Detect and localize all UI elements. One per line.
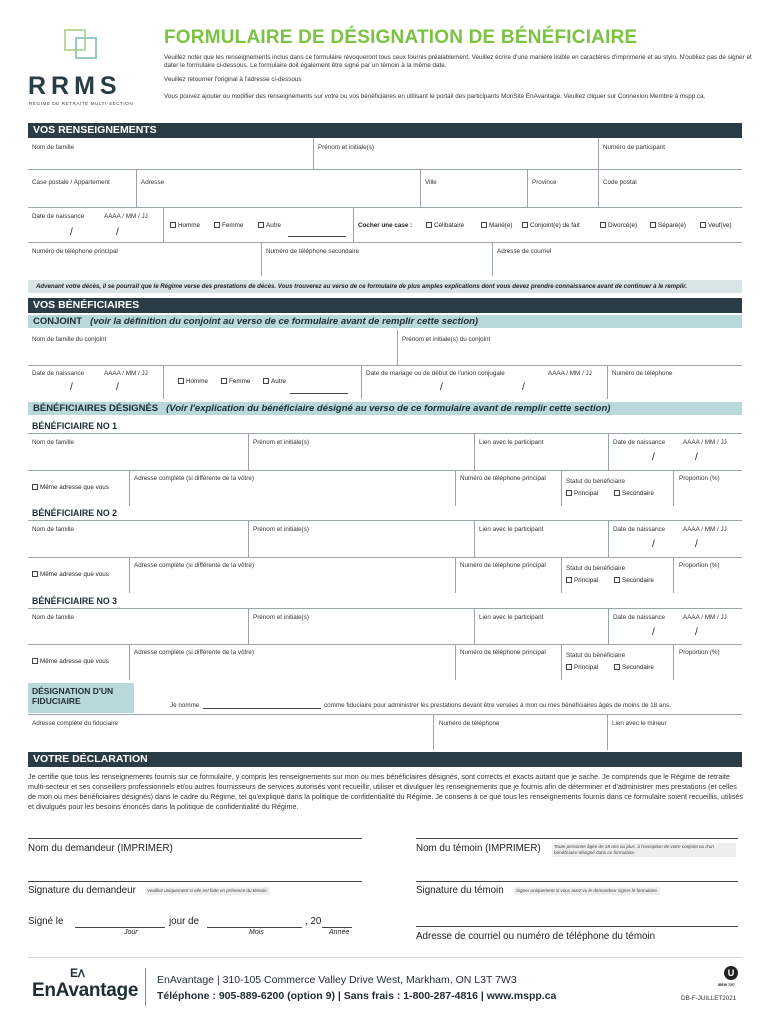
naissance-label: Date de naissance bbox=[32, 213, 85, 220]
conjoint-homme-checkbox[interactable]: Homme bbox=[178, 378, 208, 385]
annee-prefix: , 20 bbox=[305, 916, 322, 927]
case-postale-label: Case postale / Appartement bbox=[32, 179, 110, 186]
b3-meme-adresse-checkbox[interactable]: Même adresse que vous bbox=[32, 658, 109, 665]
section-declaration: VOTRE DÉCLARATION bbox=[28, 752, 742, 767]
nom-demandeur-label: Nom du demandeur (IMPRIMER) bbox=[28, 843, 173, 854]
prenom-conjoint-label: Prénom et initiale(s) du conjoint bbox=[402, 336, 491, 343]
prenom-label: Prénom et initiale(s) bbox=[318, 144, 374, 151]
logo-text: RRMS bbox=[28, 72, 122, 100]
adresse-temoin-label: Adresse de courriel ou numéro de téléphone du témoin bbox=[416, 931, 656, 942]
b2-principal-checkbox[interactable]: Principal bbox=[566, 577, 598, 584]
enavantage-logo-text: EnAvantage bbox=[32, 980, 139, 1001]
naissance-format: AAAA / MM / JJ bbox=[104, 213, 148, 220]
signature-temoin-label: Signature du témoin bbox=[416, 885, 504, 896]
section-vos-renseignements: VOS RENSEIGNEMENTS bbox=[28, 123, 742, 138]
section-vos-beneficiaires: VOS BÉNÉFICIAIRES bbox=[28, 298, 742, 313]
b1-secondaire-checkbox[interactable]: Secondaire bbox=[614, 490, 654, 497]
mois-sublabel: Mois bbox=[249, 929, 264, 936]
marie-checkbox[interactable]: Marié(e) bbox=[481, 222, 512, 229]
signature-demandeur-label: Signature du demandeur bbox=[28, 885, 136, 896]
b1-meme-adresse-checkbox[interactable]: Même adresse que vous bbox=[32, 484, 109, 491]
designes-header: BÉNÉFICIAIRES DÉSIGNÉS (Voir l'explication du bénéficiaire désigné au verso de ce formulaire avant de remplir cette section) bbox=[28, 402, 742, 415]
fiduciaire-je-nomme: Je nomme bbox=[170, 702, 200, 709]
naissance-conjoint-format: AAAA / MM / JJ bbox=[104, 370, 148, 377]
cocher-label: Cocher une case : bbox=[358, 222, 413, 229]
intro-text: Veuillez noter que les renseignements inclus dans ce formulaire révoqueront tous ceux fournis préalablement. Veuillez écrire d'une manière lisible en caractères d'imprimerie et au stylo. N'oubliez pas de signer et dater le formulaire ci-dessous. Le formulaire doit également être signé par un témoin à la même date. bbox=[164, 54, 752, 69]
fiduciaire-lien-label: Lien avec le mineur bbox=[612, 720, 667, 727]
adresse-label: Adresse bbox=[141, 179, 165, 186]
declaration-text: Je certifie que tous les renseignements fournis sur ce formulaire, y compris les renseignements sur mon ou mes bénéficiaires désignés, sont corrects et exacts autant que je sache. Je comprends que le Régime de retraite multi-secteur et ses conseillers professionnels et/ou autres fournisseurs de services autorisés vont recueillir, utiliser et divulguer les renseignements que je fournis afin de déterminer et d'administrer mes prestations (et celles de mon ou mes bénéficiaires désignés) dans le cadre du Régime, tel qu'expliqué dans la politique de confidentialité du Régime. Je consens à ce que tous les renseignements fournis dans ce formulaire soient recueillis, utilisés et divulgués pour les besoins énoncés dans la politique de confidentialité du Régime. bbox=[28, 772, 743, 811]
tel-secondaire-label: Numéro de téléphone secondaire bbox=[266, 248, 360, 255]
deces-notice: Advenant votre décès, il se pourrait que le Régime verse des prestations de décès. Vous trouverez au verso de ce formulaire de plus amples explications dont vous devez prendre connaissance avant de continuer à le remplir. bbox=[28, 280, 742, 293]
jour-de-label: jour de bbox=[169, 916, 199, 927]
conjoint-header: CONJOINT (voir la définition du conjoint au verso de ce formulaire avant de remplir cette section) bbox=[28, 315, 742, 328]
celibataire-checkbox[interactable]: Célibataire bbox=[426, 222, 464, 229]
temoin-note: Toute personne âgée de 18 ans ou plus, à l'exception de votre conjoint ou d'un bénéficiaire désigné dans ce formulaire. bbox=[552, 843, 736, 857]
fiduciaire-header: DÉSIGNATION D'UN FIDUCIAIRE bbox=[28, 683, 134, 713]
enavantage-logo-mark: Eᐱ bbox=[70, 966, 85, 980]
b2-meme-adresse-checkbox[interactable]: Même adresse que vous bbox=[32, 571, 109, 578]
code-postal-label: Code postal bbox=[603, 179, 637, 186]
b3-principal-checkbox[interactable]: Principal bbox=[566, 664, 598, 671]
return-text: Veuillez retourner l'original à l'adresse ci-dessous bbox=[164, 76, 302, 83]
union-text: IBEW 7/57 bbox=[718, 983, 735, 987]
tel-principal-label: Numéro de téléphone principal bbox=[32, 248, 118, 255]
portal-text: Vous pouvez ajouter ou modifier des renseignements sur votre ou vos bénéficiaires en utilisant le portail des participants MonSite EnAvantage. Veuillez cliquer sur Connexion Membre à mspp.ca. bbox=[164, 93, 706, 100]
fiduciaire-adresse-label: Adresse complète du fiduciaire bbox=[32, 720, 119, 727]
courriel-label: Adresse de courriel bbox=[497, 248, 552, 255]
form-code: DB-F-JUILLET2021 bbox=[681, 995, 737, 1002]
form-title: FORMULAIRE DE DÉSIGNATION DE BÉNÉFICIAIRE bbox=[164, 27, 638, 48]
annee-sublabel: Année bbox=[329, 929, 350, 936]
mariage-label: Date de mariage ou de début de l'union conjugale bbox=[366, 370, 505, 377]
mariage-format: AAAA / MM / JJ bbox=[548, 370, 592, 377]
conjoint-femme-checkbox[interactable]: Femme bbox=[221, 378, 250, 385]
province-label: Province bbox=[532, 179, 557, 186]
conjoint-autre-checkbox[interactable]: Autre bbox=[263, 378, 286, 385]
naissance-conjoint-label: Date de naissance bbox=[32, 370, 85, 377]
homme-checkbox[interactable]: Homme bbox=[170, 222, 200, 229]
logo-subtitle: RÉGIME DE RETRAITE MULTI-SECTION bbox=[29, 101, 134, 106]
fiduciaire-texte: comme fiduciaire pour administrer les prestations devant être versées à mon ou mes bénéficiaires âgés de moins de 18 ans. bbox=[324, 702, 671, 709]
conjoint-fait-checkbox[interactable]: Conjoint(e) de fait bbox=[522, 222, 580, 229]
divorce-checkbox[interactable]: Divorcé(e) bbox=[600, 222, 637, 229]
autre-checkbox[interactable]: Autre bbox=[258, 222, 281, 229]
signature-demandeur-note: Veuillez uniquement si elle est faite en présence du témoin. bbox=[147, 888, 268, 893]
footer-address: EnAvantage | 310-105 Commerce Valley Drive West, Markham, ON L3T 7W3 bbox=[157, 974, 517, 986]
nom-temoin-label: Nom du témoin (IMPRIMER) bbox=[416, 843, 541, 854]
nom-conjoint-label: Nom de famille du conjoint bbox=[32, 336, 107, 343]
b1-principal-checkbox[interactable]: Principal bbox=[566, 490, 598, 497]
separe-checkbox[interactable]: Séparé(e) bbox=[650, 222, 686, 229]
femme-checkbox[interactable]: Femme bbox=[214, 222, 243, 229]
signature-temoin-note: Signer uniquement si vous avez vu le demandeur signer le formulaire. bbox=[516, 888, 659, 893]
b2-secondaire-checkbox[interactable]: Secondaire bbox=[614, 577, 654, 584]
numero-participant-label: Numéro de participant bbox=[603, 144, 665, 151]
conjoint-tel-label: Numéro de téléphone bbox=[612, 370, 673, 377]
veuf-checkbox[interactable]: Veuf(ve) bbox=[700, 222, 731, 229]
union-label-icon: U bbox=[724, 966, 738, 980]
signe-le-label: Signé le bbox=[28, 916, 64, 927]
footer-phone: Téléphone : 905-889-6200 (option 9) | Sans frais : 1-800-287-4816 | www.mspp.ca bbox=[157, 990, 557, 1002]
b3-secondaire-checkbox[interactable]: Secondaire bbox=[614, 664, 654, 671]
nom-famille-label: Nom de famille bbox=[32, 144, 74, 151]
fiduciaire-tel-label: Numéro de téléphone bbox=[439, 720, 500, 727]
ville-label: Ville bbox=[425, 179, 437, 186]
jour-sublabel: Jour bbox=[124, 929, 138, 936]
